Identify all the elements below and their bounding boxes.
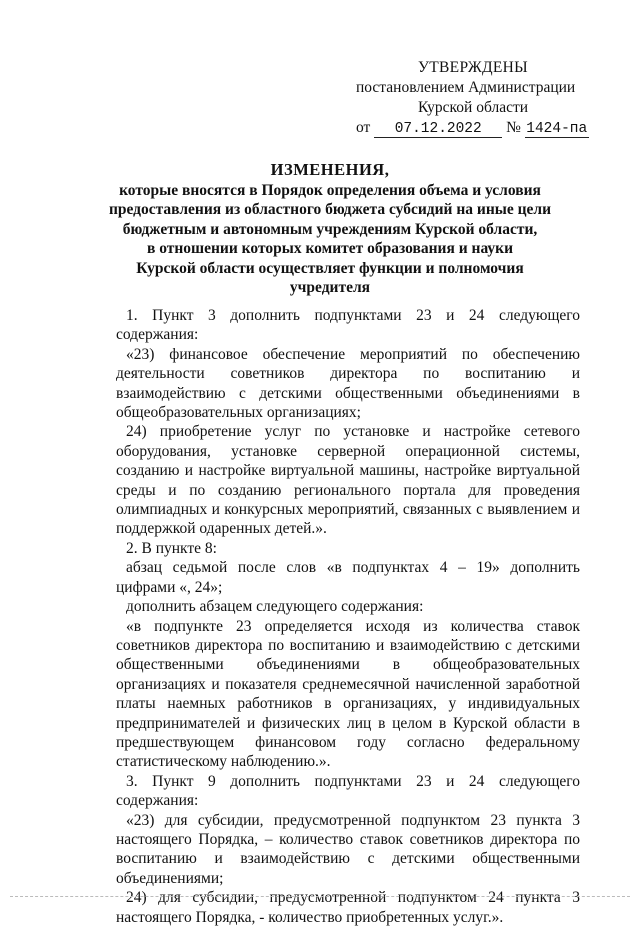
approval-region: Курской области	[418, 99, 529, 116]
approval-heading: УТВЕРЖДЕНЫ	[418, 59, 528, 76]
title-line: учредителя	[289, 279, 371, 296]
paragraph: 24) для субсидии, предусмотренной подпунктом 24 пункта 3 настоящего Порядка, - количество приобретенных услуг.».	[116, 889, 580, 926]
title-line: в отношении которых комитет образования и науки	[146, 240, 514, 257]
title-main: ИЗМЕНЕНИЯ,	[270, 160, 390, 179]
page-edge-divider	[10, 896, 630, 899]
title-line: которые вносятся в Порядок определения объема и условия	[119, 181, 541, 199]
from-label: от	[356, 119, 371, 136]
title-line: Курской области осуществляет функции и полномочия	[136, 259, 524, 277]
approval-date: 07.12.2022	[374, 121, 502, 138]
paragraph: 1. Пункт 3 дополнить подпунктами 23 и 24 следующего содержания:	[116, 307, 580, 344]
title-line: предоставления из областного бюджета субсидий на иные цели	[108, 201, 552, 218]
approval-resolution: постановлением Администрации	[356, 79, 576, 96]
approval-number: 1424-па	[526, 121, 588, 137]
number-label: №	[506, 119, 521, 136]
title-line: бюджетным и автономным учреждениям Курской области,	[122, 220, 538, 238]
paragraph: «23) для субсидии, предусмотренной подпунктом 23 пункта 3 настоящего Порядка, – количество ставок советников директора по воспитанию и взаимодействию с детскими общественными объединениями;	[116, 811, 580, 887]
approval-stamp	[356, 58, 596, 138]
document-body	[116, 306, 580, 927]
paragraph: 3. Пункт 9 дополнить подпунктами 23 и 24 следующего содержания:	[116, 772, 580, 810]
paragraph: 2. В пункте 8:	[126, 539, 217, 557]
document-title	[100, 160, 560, 298]
approval-date-number	[356, 118, 596, 138]
paragraph: «23) финансовое обеспечение мероприятий по обеспечению деятельности советников директора по воспитанию и взаимодействию с детскими общественными объединениями в общеобразовательных организациях;	[116, 345, 580, 422]
paragraph: абзац седьмой после слов «в подпунктах 4 – 19» дополнить цифрами «, 24»;	[116, 559, 580, 596]
paragraph: «в подпункте 23 определяется исходя из количества ставок советников директора по воспитанию и взаимодействию с детскими общественными объединениями в общеобразовательных организациях и показателя среднемесячной начисленной заработной платы наемных работников в организациях, у индивидуальных предпринимателей и физических лиц в целом в Курской области в предшествующем финансовом году согласно федеральному статистическому наблюдению.».	[116, 617, 580, 771]
paragraph: дополнить абзацем следующего содержания:	[126, 598, 424, 616]
paragraph: 24) приобретение услуг по установке и настройке сетевого оборудования, установке серверной операционной системы, созданию и настройке виртуальной машины, настройке виртуальной среды и по созданию регионального портала для проведения олимпиадных и конкурсных мероприятий, связанных с выявлением и поддержкой одаренных детей.».	[116, 423, 580, 538]
